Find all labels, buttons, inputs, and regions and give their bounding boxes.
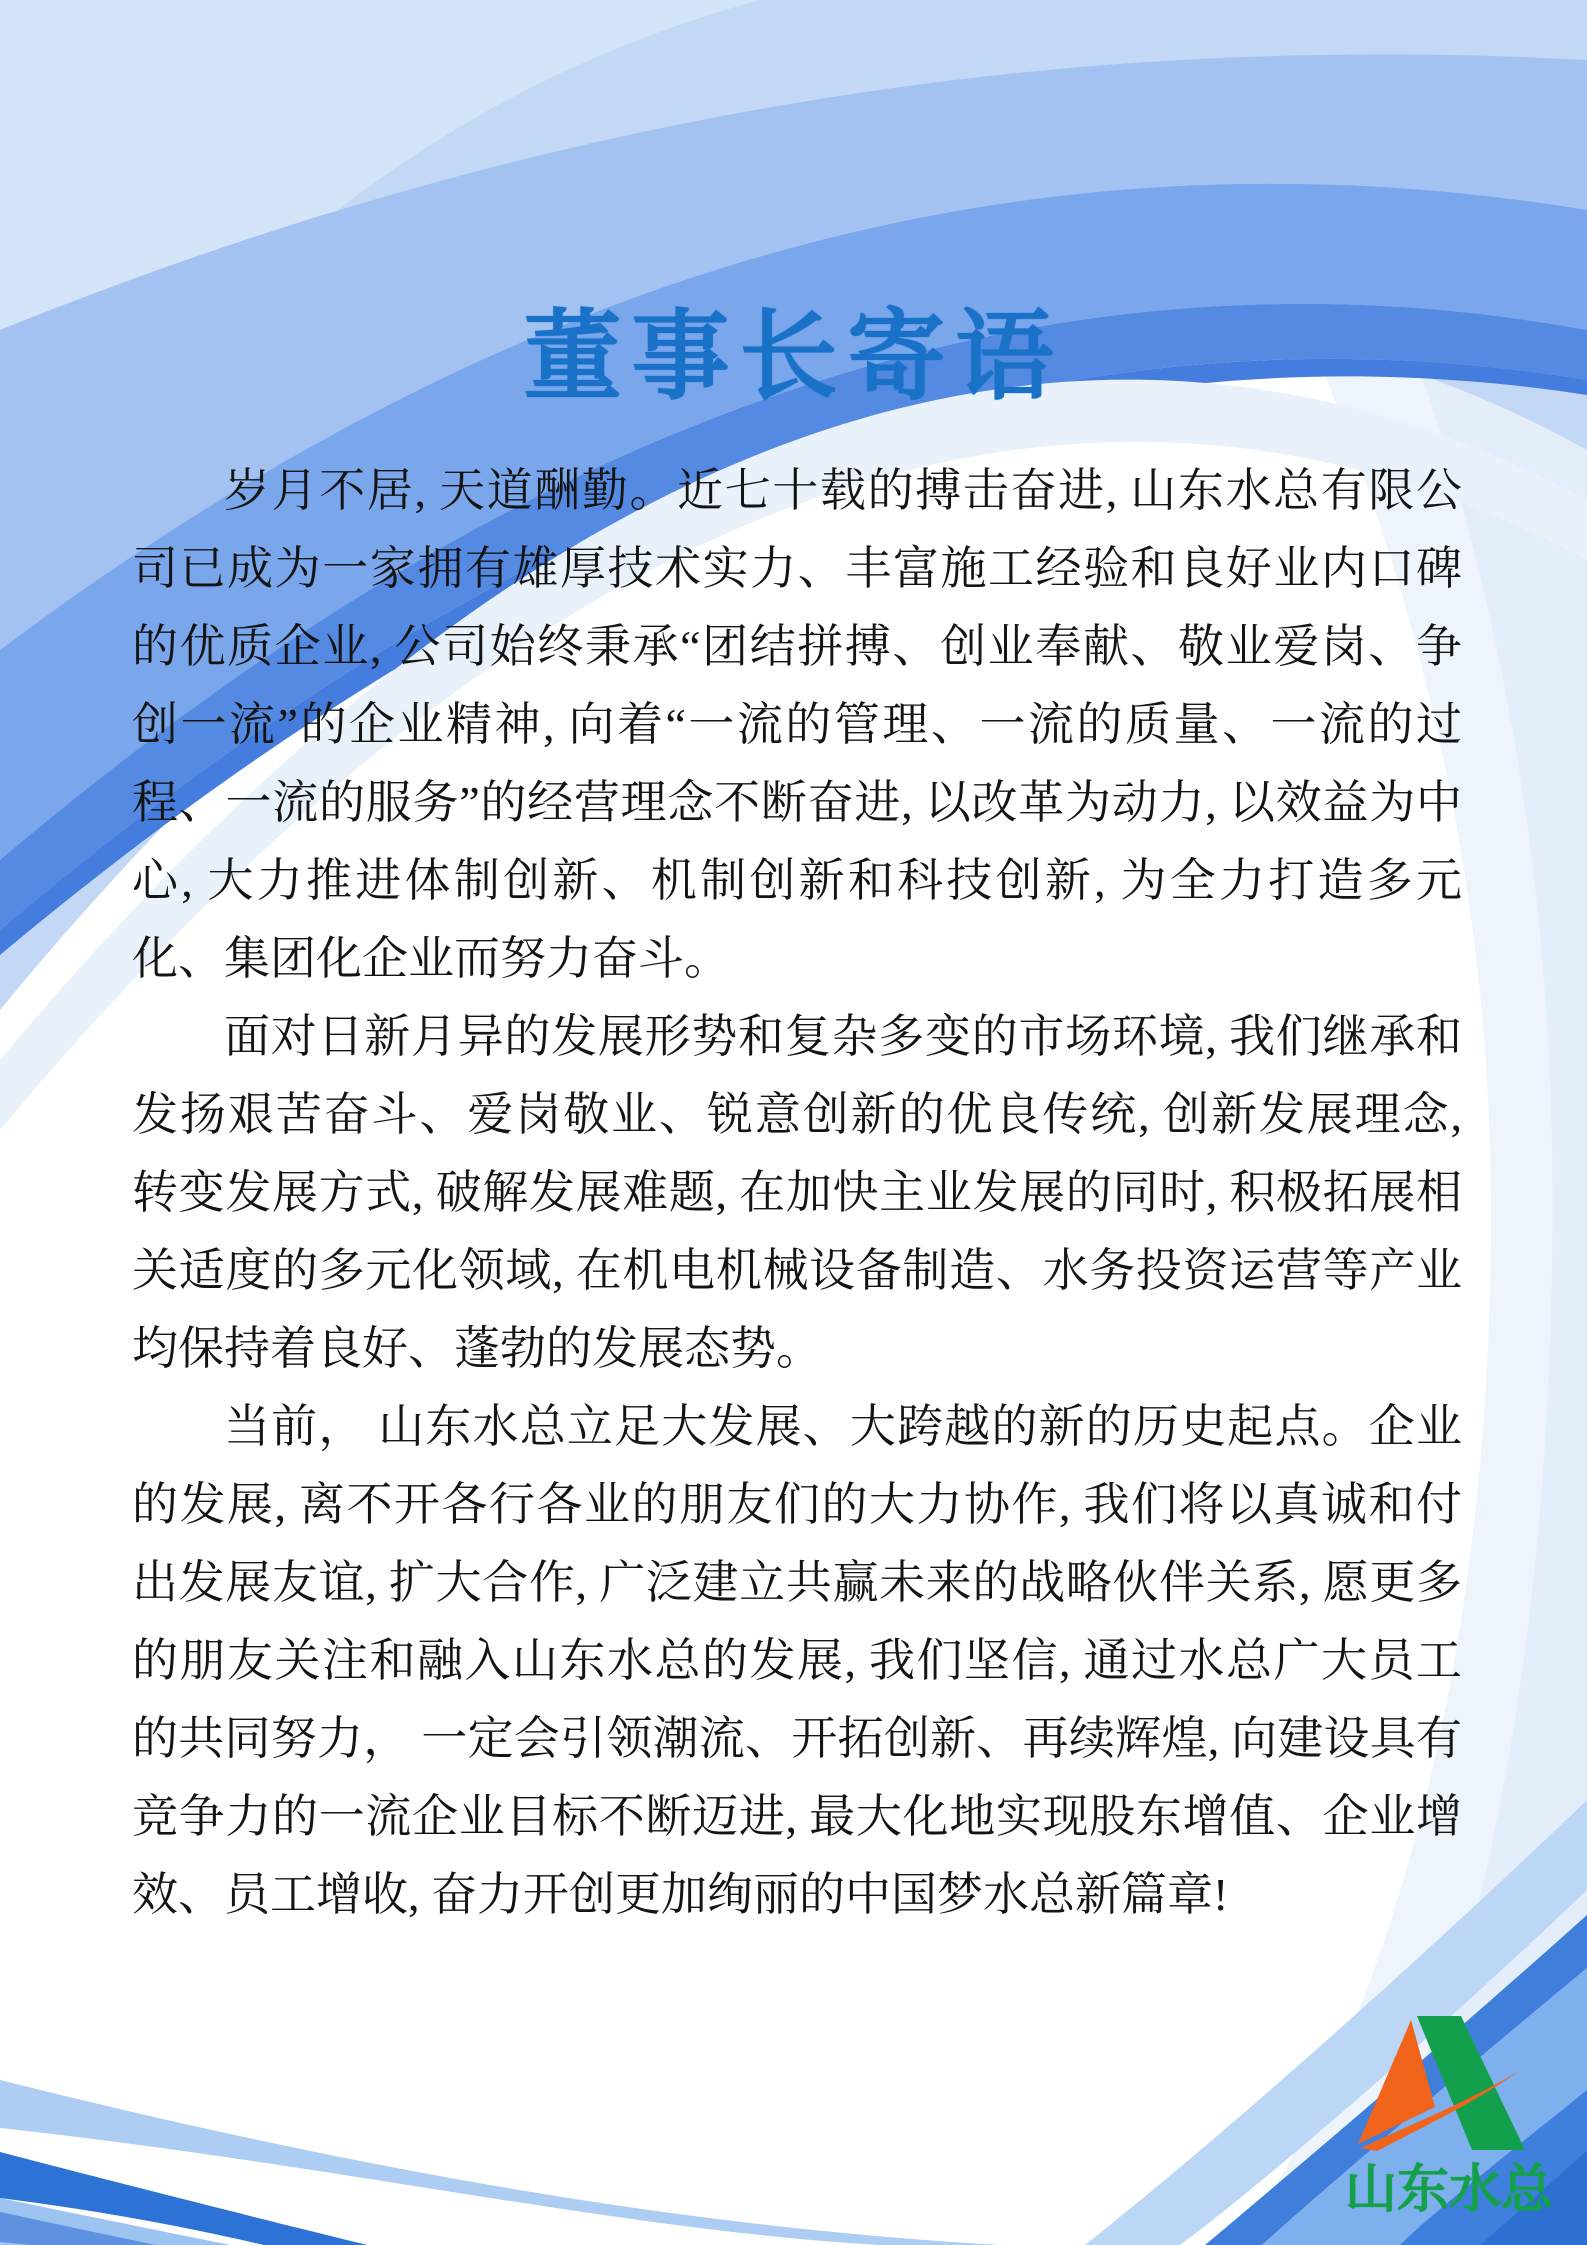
page-title: 董事长寄语 xyxy=(523,301,1064,411)
company-logo xyxy=(1343,2006,1555,2218)
message-body xyxy=(132,452,1462,1934)
paragraph-1: 岁月不居, 天道酬勤。近七十载的搏击奋进, 山东水总有限公司已成为一家拥有雄厚技术实力、丰富施工经验和良好业内口碑的优质企业, 公司始终秉承“团结拼搏、创业奉献、敬业爱岗、争创一流”的企业精神, 向着“一流的管理、一流的质量、一流的过程、一流的服务”的经营理念不断奋进, 以改革为动力, 以效益为中心, 大力推进体制创新、机制创新和科技创新, 为全力打造多元化、集团化企业而努力奋斗。 xyxy=(132,465,1462,984)
paragraph-3: 当前， 山东水总立足大发展、大跨越的新的历史起点。企业的发展, 离不开各行各业的朋友们的大力协作, 我们将以真诚和付出发展友谊, 扩大合作, 广泛建立共赢未来的战略伙伴关系, 愿更多的朋友关注和融入山东水总的发展, 我们坚信, 通过水总广大员工的共同努力， 一定会引领潮流、开拓创新、再续辉煌, 向建设具有竞争力的一流企业目标不断迈进, 最大化地实现股东增值、企业增效、员工增收, 奋力开创更加绚丽的中国梦水总新篇章! xyxy=(132,1401,1463,1920)
company-logo-mark-icon xyxy=(1349,2006,1549,2158)
paragraph-2: 面对日新月异的发展形势和复杂多变的市场环境, 我们继承和发扬艰苦奋斗、爱岗敬业、锐意创新的优良传统, 创新发展理念, 转变发展方式, 破解发展难题, 在加快主业发展的同时, 积极拓展相关适度的多元化领域, 在机电机械设备制造、水务投资运营等产业均保持着良好、蓬勃的发展态势。 xyxy=(132,1011,1462,1374)
company-logo-text: 山东水总 xyxy=(1344,2161,1553,2219)
